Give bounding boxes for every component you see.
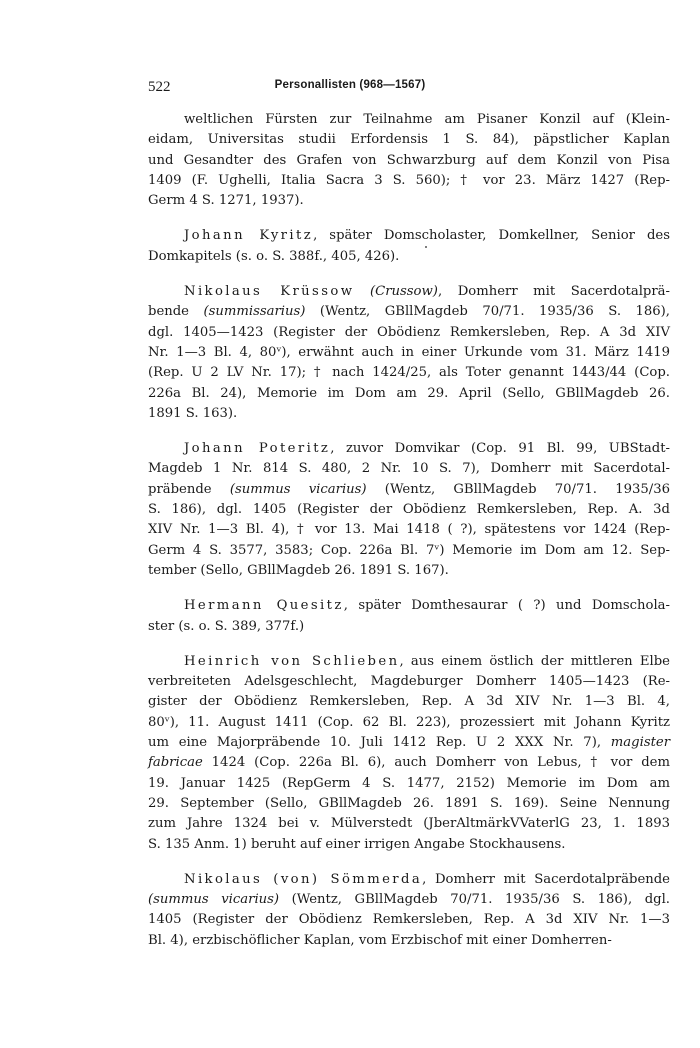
text-run: um eine Majorpräbende 10. Juli 1412 Rep. U 2 XXX Nr. 7), (148, 735, 611, 751)
text-run: Magdeb 1 Nr. 814 S. 480, 2 Nr. 10 S. 7), Domherr mit Sacerdotal- (148, 461, 670, 477)
text-line (148, 713, 670, 733)
text-line (148, 110, 670, 130)
text-run: , aus einem östlich der mittleren Elbe (399, 653, 670, 669)
text-line (148, 753, 670, 773)
text-run: ster (s. o. S. 389, 377f.) (148, 618, 305, 634)
entry-name: Johann Poteritz (184, 441, 331, 457)
text-line (148, 541, 670, 561)
text-run: , später Domscholaster, Domkellner, Senior des (313, 228, 671, 244)
text-line (148, 130, 670, 150)
text-line (148, 890, 670, 910)
text-run: S. 186), dgl. 1405 (Register der Obödienz Remkersleben, Rep. A. 3d (148, 502, 670, 518)
text-run: tember (Sello, GBllMagdeb 26. 1891 S. 167). (148, 562, 449, 578)
text-line (148, 561, 670, 581)
text-line (148, 794, 670, 814)
text-run: 1424 (Cop. 226a Bl. 6), auch Domherr von Lebus, † vor dem (202, 755, 670, 771)
text-run: (Wentz, GBllMagdeb 70/71. 1935/36 S. 186), (305, 304, 670, 320)
text-line (148, 596, 670, 616)
italic-term: (summus vicarius) (148, 892, 280, 908)
italic-term: (summus vicarius) (229, 481, 367, 497)
text-run: 1891 S. 163). (148, 405, 238, 421)
text-run: 19. Januar 1425 (RepGerm 4 S. 1477, 2152) Memorie im Dom am (148, 775, 670, 791)
text-run: weltlichen Fürsten zur Teilnahme am Pisaner Konzil auf (Klein- (184, 112, 670, 127)
text-run: Germ 4 S. 3577, 3583; Cop. 226a Bl. 7ᵛ) Memorie im Dom am 12. Sep- (148, 542, 670, 558)
text-run: S. 135 Anm. 1) beruht auf einer irrigen Angabe Stockhausens. (148, 836, 566, 852)
text-line (148, 363, 670, 383)
paragraph (148, 110, 670, 211)
text-line (148, 814, 670, 834)
text-run: 226a Bl. 24), Memorie im Dom am 29. April (Sello, GBllMagdeb 26. (148, 385, 670, 401)
paragraph (148, 652, 670, 855)
entry-name: Heinrich von Schlieben (184, 653, 400, 669)
text-line (148, 384, 670, 404)
text-line (148, 617, 670, 637)
text-line (148, 404, 670, 424)
text-line (148, 282, 670, 302)
page-number: 522 (148, 79, 171, 95)
text-line (148, 733, 670, 753)
text-run: 80ᵛ), 11. August 1411 (Cop. 62 Bl. 223), prozessiert mit Johann Kyritz (148, 714, 670, 730)
text-run: 1405 (Register der Obödienz Remkersleben, Rep. A 3d XIV Nr. 1—3 (148, 912, 670, 928)
italic-term: magister (610, 735, 670, 751)
text-line (148, 652, 670, 672)
text-run: dgl. 1405—1423 (Register der Obödienz Remkersleben, Rep. A 3d XIV (148, 324, 670, 340)
text-run: Bl. 4), erzbischöflicher Kaplan, vom Erzbischof mit einer Domherren- (148, 932, 612, 948)
text-line (148, 439, 670, 459)
italic-term: (summissarius) (203, 304, 306, 320)
text-line (148, 835, 670, 855)
text-run: gister der Obödienz Remkersleben, Rep. A 3d XIV Nr. 1—3 Bl. 4, (148, 694, 670, 710)
text-run: , zuvor Domvikar (Cop. 91 Bl. 99, UBStadt- (330, 441, 670, 457)
text-line (148, 500, 670, 520)
text-line (148, 774, 670, 794)
text-line (148, 171, 670, 191)
text-run (354, 284, 370, 299)
text-line (148, 480, 670, 500)
text-line (148, 692, 670, 712)
text-run: verbreiteten Adelsgeschlecht, Magdeburger Domherr 1405—1423 (Re- (148, 674, 670, 690)
paragraph (148, 439, 670, 581)
text-run: (Rep. U 2 LV Nr. 17); † nach 1424/25, als Toter genannt 1443/44 (Cop. (148, 365, 670, 381)
italic-term: fabricae (148, 755, 203, 771)
text-run: (Wentz, GBllMagdeb 70/71. 1935/36 S. 186), dgl. (279, 892, 670, 908)
text-run: Domkapitels (s. o. S. 388f., 405, 426). (148, 248, 400, 264)
paragraph (148, 870, 670, 951)
entry-name: Nikolaus Krüssow (184, 284, 355, 300)
text-run: Nr. 1—3 Bl. 4, 80ᵛ), erwähnt auch in einer Urkunde vom 31. März 1419 (148, 344, 670, 360)
text-run: 1409 (F. Ughelli, Italia Sacra 3 S. 560); † vor 23. März 1427 (Rep- (148, 172, 670, 188)
text-line (148, 910, 670, 930)
text-run: , später Domthesaurar ( ?) und Domschola- (343, 598, 670, 614)
text-run: Germ 4 S. 1271, 1937). (148, 193, 304, 209)
text-run: , Domherr mit Sacerdotalpräbende (422, 871, 670, 887)
text-line (148, 247, 670, 267)
text-line (148, 323, 670, 343)
text-line (148, 459, 670, 479)
entry-name: Hermann Quesitz (184, 598, 344, 614)
paragraph (148, 282, 670, 424)
text-run: bende (148, 304, 204, 320)
text-run: eidam, Universitas studii Erfordensis 1 S. 84), päpstlicher Kaplan (148, 132, 670, 148)
text-run: XIV Nr. 1—3 Bl. 4), † vor 13. Mai 1418 ( ?), spätestens vor 1424 (Rep- (148, 522, 670, 538)
text-run: zum Jahre 1324 bei v. Mülverstedt (JberAltmärkVVaterlG 23, 1. 1893 (148, 816, 670, 832)
text-line (148, 870, 670, 890)
text-line (148, 343, 670, 363)
paragraph (148, 596, 670, 637)
text-line (148, 191, 670, 211)
text-run: und Gesandter des Grafen von Schwarzburg auf dem Konzil von Pisa (148, 152, 670, 168)
body-text (148, 110, 670, 951)
text-run: (Wentz, GBllMagdeb 70/71. 1935/36 (366, 481, 670, 497)
text-run: 29. September (Sello, GBllMagdeb 26. 1891 S. 169). Seine Nennung (148, 795, 670, 811)
text-line (148, 151, 670, 171)
text-run: präbende (148, 481, 230, 497)
paragraph (148, 226, 670, 267)
entry-name: Johann Kyritz (184, 228, 314, 244)
text-line (148, 672, 670, 692)
page-header (148, 79, 552, 97)
text-line (148, 520, 670, 540)
running-title: Personallisten (968—1567) (274, 79, 426, 91)
text-run: , Domherr mit Sacerdotalprä- (437, 284, 670, 300)
text-line (148, 226, 670, 246)
text-line (148, 302, 670, 322)
italic-term: (Crussow) (369, 284, 438, 300)
entry-name: Nikolaus (von) Sömmerda (184, 871, 423, 887)
text-line (148, 931, 670, 951)
